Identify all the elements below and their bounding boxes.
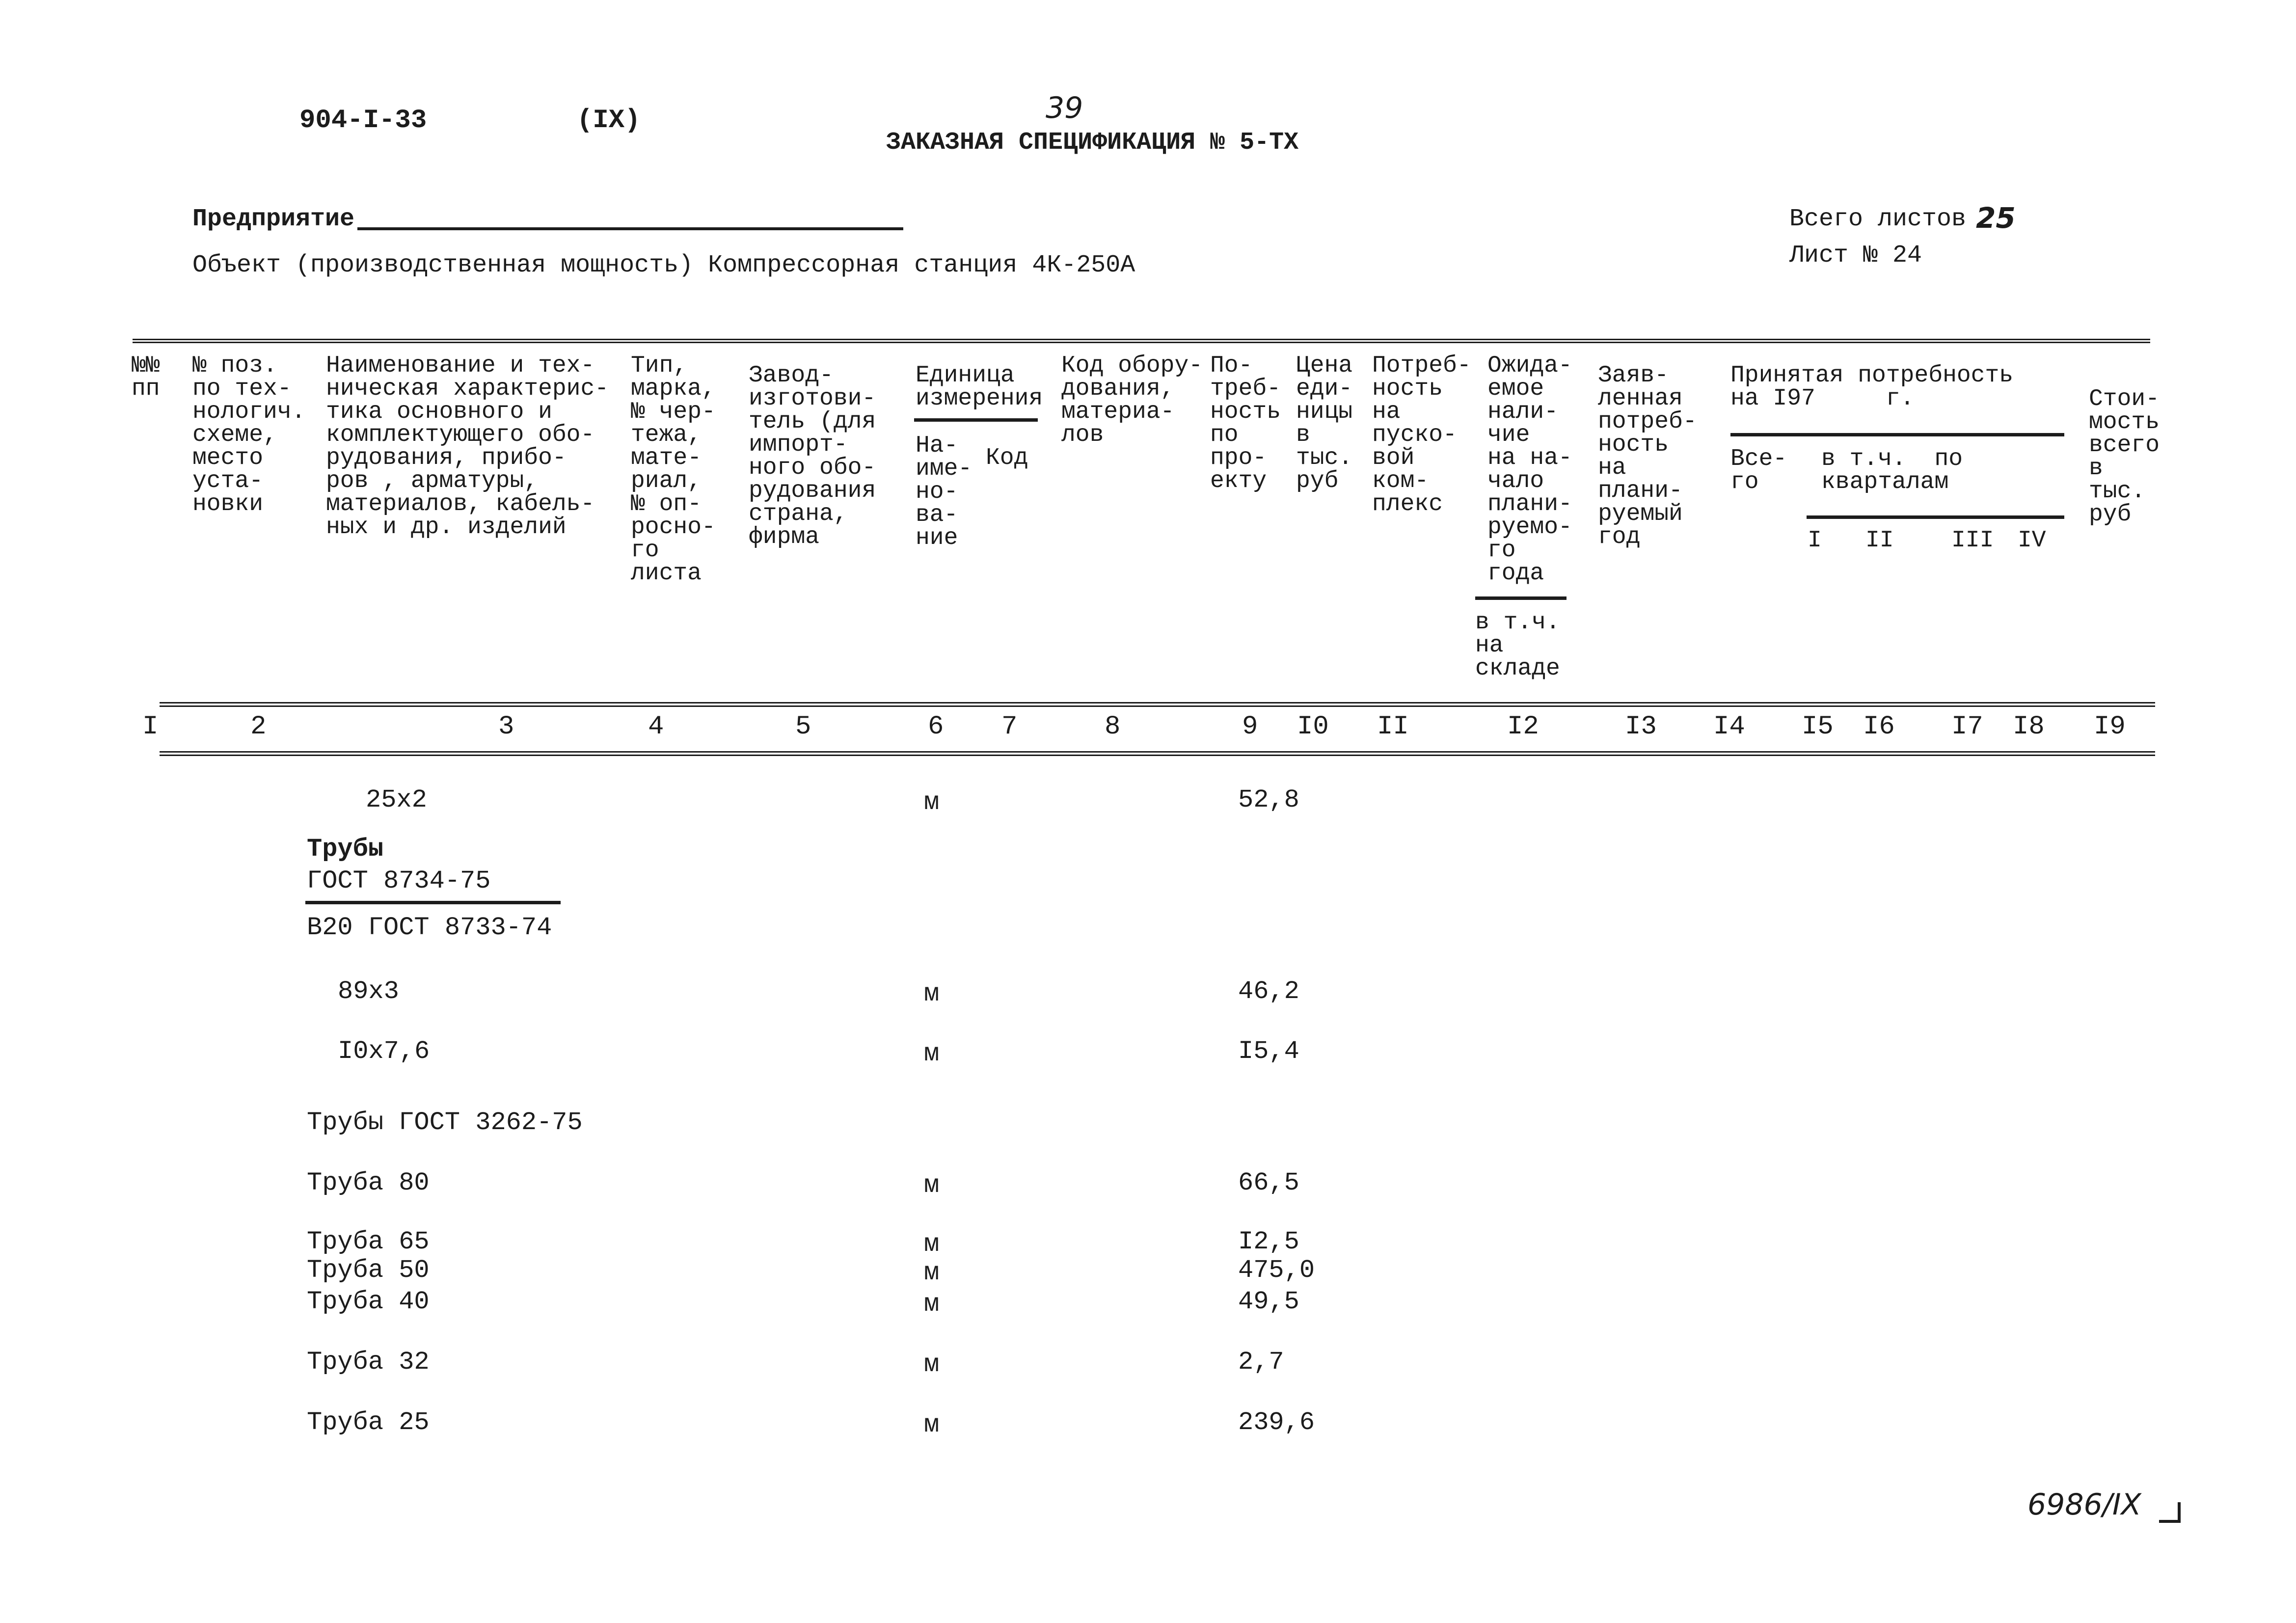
col-header-5: Завод- изготови- тель (для импорт- ного обо- рудования страна, фирма — [749, 362, 876, 550]
table-row-name: ГОСТ 8734-75 — [307, 866, 491, 895]
col-header-9: По- треб- ность по про- екту — [1210, 352, 1281, 494]
col-12-rule — [1475, 596, 1567, 600]
enterprise-label: Предприятие — [192, 205, 355, 233]
column-number: I8 — [2013, 712, 2045, 742]
col-header-4: Тип, марка, № чер- тежа, мате- риал, № оп- росно- го листа — [631, 352, 716, 587]
col-header-accepted-group: Принятая потребность на I97 г. — [1730, 362, 2014, 412]
archive-stamp: 6986/IX — [2027, 1488, 2141, 1522]
col-header-14: Все- го — [1730, 446, 1787, 495]
col-header-10: Цена еди- ницы в тыс. руб — [1296, 352, 1353, 494]
col-header-12: Ожида- емое нали- чие на на- чало плани- руемо- го года — [1487, 352, 1572, 587]
column-number: 4 — [648, 712, 664, 742]
table-row-qty: 66,5 — [1238, 1168, 1299, 1197]
table-row-unit: м — [924, 979, 940, 1008]
enterprise-underline — [357, 227, 903, 230]
column-numbers-bottom-rule — [160, 751, 2155, 756]
column-number: I2 — [1507, 712, 1539, 742]
table-row-qty: I2,5 — [1238, 1227, 1299, 1256]
column-number: I3 — [1625, 712, 1657, 742]
table-row-qty: 52,8 — [1238, 785, 1299, 814]
quarters-rule — [1807, 515, 2064, 519]
table-row-name: 89х3 — [338, 977, 399, 1006]
table-row-qty: I5,4 — [1238, 1037, 1299, 1066]
column-number: I6 — [1863, 712, 1895, 742]
col-header-1: №№ пп — [132, 352, 160, 402]
col-header-quarters: в т.ч. по кварталам — [1821, 446, 1963, 495]
quarter-2: II — [1865, 527, 1894, 554]
col-header-unit-group: Единица измерения — [916, 362, 1043, 412]
table-row-qty: 475,0 — [1238, 1256, 1315, 1285]
column-number: I9 — [2094, 712, 2126, 742]
table-row-name: В20 ГОСТ 8733-74 — [307, 913, 552, 942]
column-number: 8 — [1105, 712, 1121, 742]
table-row-name: Трубы — [307, 835, 384, 864]
table-row-name: Труба 65 — [307, 1227, 430, 1256]
col-header-3: Наименование и тех- ническая характерис- тика основного и комплектующего обо- рудования, прибо- ров , арматуры, материалов, кабель- ных и др. изделий — [326, 352, 609, 541]
table-row-name: Труба 32 — [307, 1348, 430, 1377]
table-row-name: Труба 25 — [307, 1408, 430, 1437]
table-row-name: Трубы ГОСТ 3262-75 — [307, 1108, 583, 1137]
table-row-unit: м — [924, 788, 940, 817]
corner-mark — [2159, 1502, 2181, 1523]
column-number: 7 — [1001, 712, 1018, 742]
table-row-name: Труба 80 — [307, 1168, 430, 1197]
group-underline — [305, 901, 561, 904]
table-row-unit: м — [924, 1039, 940, 1068]
total-sheets-value: 25 — [1976, 201, 2016, 235]
table-row-name: 25х2 — [366, 785, 427, 814]
unit-group-rule — [914, 418, 1038, 422]
table-row-unit: м — [924, 1171, 940, 1200]
table-row-name: Труба 40 — [307, 1287, 430, 1316]
col-header-19: Стои- мость всего в тыс. руб — [2089, 386, 2160, 528]
col-header-8: Код обору- дования, материа- лов — [1061, 352, 1203, 448]
column-number: 6 — [928, 712, 944, 742]
table-row-unit: м — [924, 1410, 940, 1439]
column-number: 5 — [795, 712, 811, 742]
table-row-qty: 46,2 — [1238, 977, 1299, 1006]
column-numbers-top-rule — [160, 702, 2155, 707]
sheet-label: Лист № 24 — [1789, 242, 1922, 270]
table-row-unit: м — [924, 1258, 940, 1287]
col-header-7: Код — [986, 445, 1028, 471]
object-line: Объект (производственная мощность) Компрессорная станция 4К-250А — [192, 251, 1135, 279]
quarter-3: III — [1951, 527, 1994, 554]
table-row-qty: 49,5 — [1238, 1287, 1299, 1316]
column-number: 2 — [250, 712, 267, 742]
column-number: I7 — [1951, 712, 1983, 742]
col-header-13: Заяв- ленная потреб- ность на плани- руемый год — [1598, 362, 1697, 550]
table-row-name: Труба 50 — [307, 1256, 430, 1285]
column-number: I — [142, 712, 159, 742]
column-number: II — [1377, 712, 1409, 742]
total-sheets-label: Всего листов — [1789, 205, 1967, 233]
accepted-group-rule — [1730, 433, 2064, 436]
col-header-6: На- име- но- ва- ние — [916, 433, 972, 551]
document-number: 904-I-33 — [299, 106, 427, 135]
column-number: 3 — [498, 712, 514, 742]
document-title: ЗАКАЗНАЯ СПЕЦИФИКАЦИЯ № 5-ТХ — [886, 129, 1299, 157]
table-row-unit: м — [924, 1290, 940, 1319]
table-row-name: I0х7,6 — [338, 1037, 430, 1066]
col-header-11: Потреб- ность на пуско- вой ком- плекс — [1372, 352, 1471, 517]
col-header-2: № поз. по тех- нологич. схеме, место уста- новки — [192, 352, 306, 517]
table-row-qty: 239,6 — [1238, 1408, 1315, 1437]
column-number: I4 — [1713, 712, 1745, 742]
section-number: (IX) — [577, 106, 641, 135]
table-top-rule — [133, 339, 2150, 343]
column-number: 9 — [1242, 712, 1258, 742]
page-number: 39 — [1046, 91, 1083, 125]
table-row-unit: м — [924, 1350, 940, 1379]
quarter-4: IV — [2018, 527, 2046, 554]
col-header-12-sub: в т.ч. на складе — [1475, 609, 1560, 682]
table-row-unit: м — [924, 1230, 940, 1259]
table-row-qty: 2,7 — [1238, 1348, 1284, 1377]
column-number: I5 — [1802, 712, 1834, 742]
column-number: I0 — [1297, 712, 1329, 742]
quarter-1: I — [1808, 527, 1822, 554]
